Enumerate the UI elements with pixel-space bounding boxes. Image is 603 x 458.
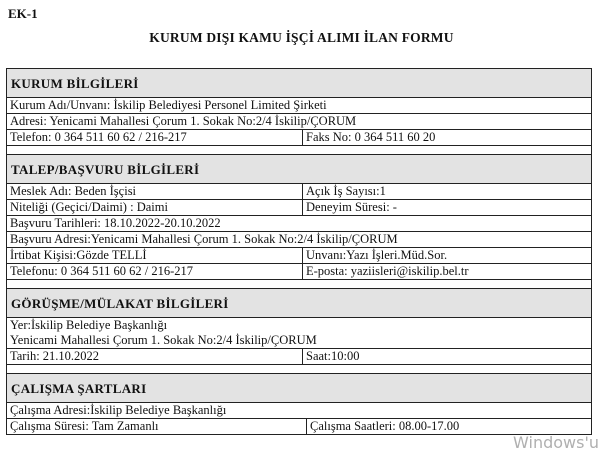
unvani: Unvanı:Yazı İşleri.Müd.Sor. [306, 248, 448, 262]
section-spacer [7, 280, 591, 289]
section-spacer [7, 365, 591, 374]
gorusme-saat: Saat:10:00 [306, 349, 360, 363]
doc-code: EK-1 [8, 6, 38, 21]
gorusme-yer-line1: Yer:İskilip Belediye Başkanlığı [10, 318, 168, 332]
windows-activation-watermark: Windows'u [513, 433, 599, 452]
gorusme-yer [7, 318, 317, 348]
announcement-form [6, 68, 592, 435]
gorusme-tarih: Tarih: 21.10.2022 [7, 349, 303, 364]
calisma-adresi: Çalışma Adresi:İskilip Belediye Başkanlığı [10, 403, 227, 417]
irtibat-kisisi: İrtibat Kişisi:Gözde TELLİ [7, 248, 303, 263]
deneyim-suresi: Deneyim Süresi: - [306, 200, 397, 214]
gorusme-yer-row [7, 318, 591, 349]
basvuru-tarihleri-row [7, 216, 591, 232]
kurum-adi-row [7, 98, 591, 114]
kurum-contact-row [7, 130, 591, 146]
irtibat-row [7, 248, 591, 264]
talep-telefon: Telefonu: 0 364 511 60 62 / 216-217 [7, 264, 303, 279]
kurum-adi: Kurum Adı/Unvanı: İskilip Belediyesi Personel Limited Şirketi [10, 98, 327, 112]
section-header-calisma: ÇALIŞMA ŞARTLARI [7, 374, 591, 403]
basvuru-tarihleri: Başvuru Tarihleri: 18.10.2022-20.10.2022 [10, 216, 221, 230]
basvuru-adresi-row [7, 232, 591, 248]
nitelik-row [7, 200, 591, 216]
calisma-saatleri: Çalışma Saatleri: 08.00-17.00 [310, 419, 460, 433]
kurum-telefon: Telefon: 0 364 511 60 62 / 216-217 [7, 130, 303, 145]
gorusme-yer-line2: Yenicami Mahallesi Çorum 1. Sokak No:2/4 İskilip/ÇORUM [10, 333, 317, 347]
section-header-kurum: KURUM BİLGİLERİ [7, 69, 591, 98]
kurum-faks: Faks No: 0 364 511 60 20 [306, 130, 436, 144]
section-header-gorusme: GÖRÜŞME/MÜLAKAT BİLGİLERİ [7, 289, 591, 318]
section-spacer [7, 146, 591, 155]
meslek-adi: Meslek Adı: Beden İşçisi [7, 184, 303, 199]
niteligi: Niteliği (Geçici/Daimi) : Daimi [7, 200, 303, 215]
talep-contact-row [7, 264, 591, 280]
section-header-talep: TALEP/BAŞVURU BİLGİLERİ [7, 155, 591, 184]
form-title: KURUM DIŞI KAMU İŞÇİ ALIMI İLAN FORMU [149, 30, 454, 45]
acik-is-sayisi: Açık İş Sayısı:1 [306, 184, 386, 198]
kurum-adres: Adresi: Yenicami Mahallesi Çorum 1. Sokak No:2/4 İskilip/ÇORUM [10, 114, 357, 128]
gorusme-zaman-row [7, 349, 591, 365]
calisma-suresi: Çalışma Süresi: Tam Zamanlı [7, 419, 307, 434]
talep-eposta: E-posta: yaziisleri@iskilip.bel.tr [306, 264, 469, 278]
basvuru-adresi: Başvuru Adresi:Yenicami Mahallesi Çorum 1. Sokak No:2/4 İskilip/ÇORUM [10, 232, 398, 246]
kurum-adres-row [7, 114, 591, 130]
calisma-adresi-row [7, 403, 591, 419]
calisma-sure-row [7, 419, 591, 435]
meslek-row [7, 184, 591, 200]
